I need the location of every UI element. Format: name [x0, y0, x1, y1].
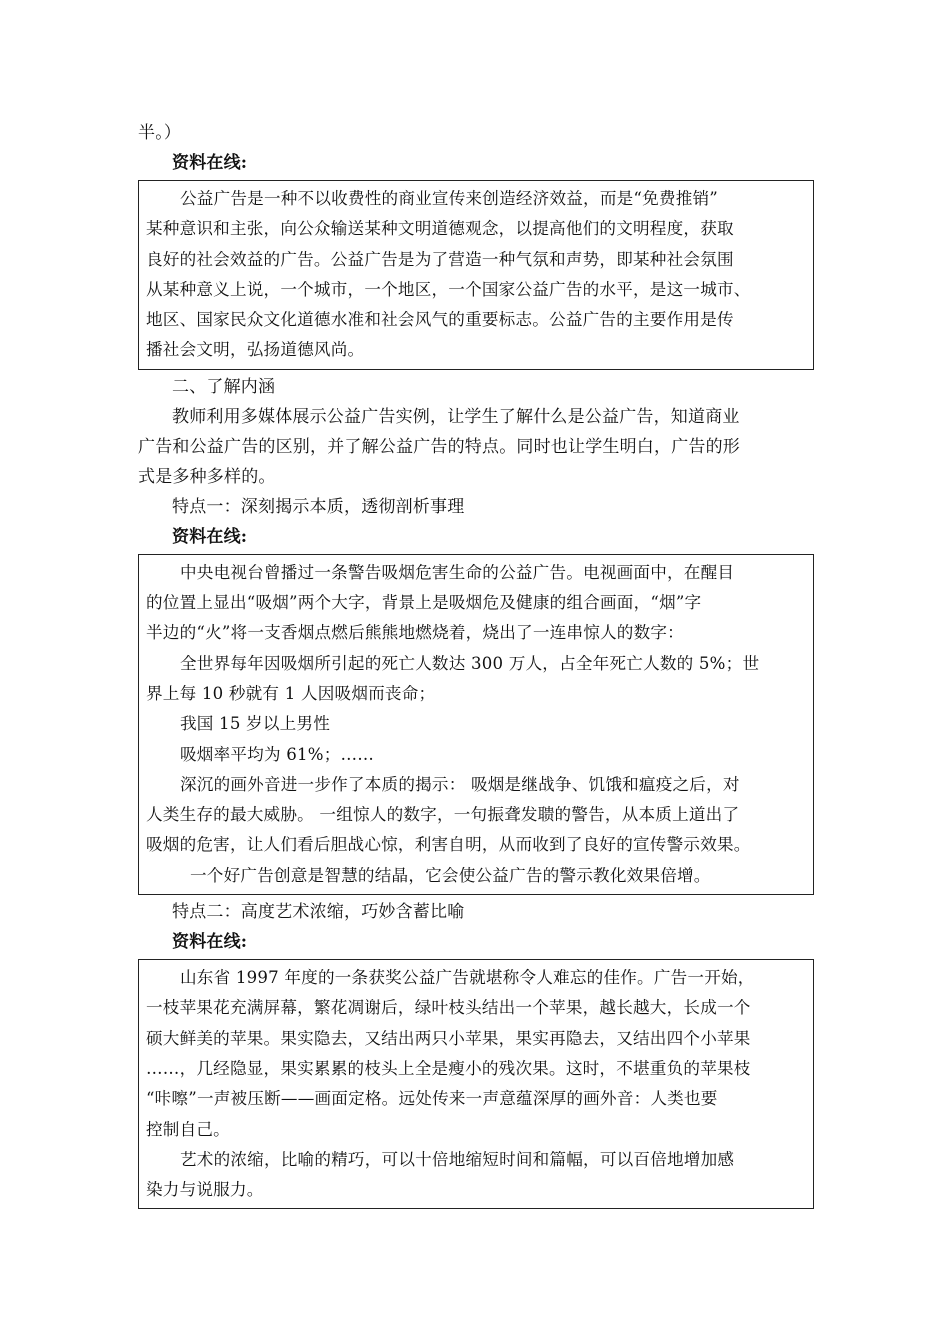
box-line: “咔嚓”一声被压断——画面定格。远处传来一声意蕴深厚的画外音：人类也要 — [146, 1089, 718, 1109]
box-line: 人类生存的最大威胁。 一组惊人的数字，一句振聋发聩的警告，从本质上道出了 — [146, 805, 740, 825]
box-line: 控制自己。 — [146, 1119, 230, 1139]
material-box-public-ad-definition — [138, 180, 814, 370]
feature-two-heading: 特点二：高度艺术浓缩，巧妙含蓄比喻 — [172, 902, 465, 923]
material-box-apple-ad — [138, 959, 814, 1209]
material-online-heading: 资料在线: — [172, 932, 248, 953]
section-heading: 二、了解内涵 — [172, 376, 276, 397]
box-line: ……，几经隐显，果实累累的枝头上全是瘦小的残次果。这时，不堪重负的苹果枝 — [146, 1058, 751, 1078]
box-line: 中央电视台曾播过一条警告吸烟危害生命的公益广告。电视画面中，在醒目 — [180, 562, 735, 582]
box-line: 吸烟率平均为 61%；…… — [180, 744, 375, 764]
material-online-heading: 资料在线: — [172, 153, 248, 173]
box-line: 深沉的画外音进一步作了本质的揭示： 吸烟是继战争、饥饿和瘟疫之后，对 — [180, 774, 740, 794]
box-line: 地区、国家民众文化道德水准和社会风气的重要标志。公益广告的主要作用是传 — [146, 310, 734, 330]
box-line: 良好的社会效益的广告。公益广告是为了营造一种气氛和声势，即某种社会氛围 — [146, 249, 734, 269]
box-line: 一个好广告创意是智慧的结晶，它会使公益广告的警示教化效果倍增。 — [190, 865, 711, 885]
box-line: 吸烟的危害，让人们看后胆战心惊，利害自明，从而收到了良好的宣传警示效果。 — [146, 835, 751, 855]
box-line: 艺术的浓缩，比喻的精巧，可以十倍地缩短时间和篇幅，可以百倍地增加感 — [180, 1149, 735, 1169]
box-line: 某种意识和主张，向公众输送某种文明道德观念，以提高他们的文明程度，获取 — [146, 219, 734, 239]
box-line: 界上每 10 秒就有 1 人因吸烟而丧命； — [146, 683, 436, 703]
box-line: 一枝苹果花充满屏幕，繁花凋谢后，绿叶枝头结出一个苹果，越长越大，长成一个 — [146, 998, 751, 1018]
box-line: 全世界每年因吸烟所引起的死亡人数达 300 万人，占全年死亡人数的 5%；世 — [180, 653, 760, 673]
box-line: 山东省 1997 年度的一条获奖公益广告就堪称令人难忘的佳作。广告一开始， — [180, 968, 755, 988]
box-line: 播社会文明，弘扬道德风尚。 — [146, 340, 365, 360]
material-box-smoking-ad — [138, 554, 814, 895]
box-line: 染力与说服力。 — [146, 1180, 264, 1200]
feature-one-heading: 特点一：深刻揭示本质，透彻剖析事理 — [172, 496, 465, 517]
paragraph-line: 式是多种多样的。 — [138, 466, 276, 487]
box-line: 半边的“火”将一支香烟点燃后熊熊地燃烧着，烧出了一连串惊人的数字： — [146, 623, 684, 643]
box-line: 我国 15 岁以上男性 — [180, 714, 331, 734]
box-line: 的位置上显出“吸烟”两个大字，背景上是吸烟危及健康的组合画面，“烟”字 — [146, 593, 702, 613]
material-online-heading: 资料在线: — [172, 526, 248, 547]
paragraph-line: 教师利用多媒体展示公益广告实例，让学生了解什么是公益广告，知道商业 — [172, 406, 740, 427]
document-page — [138, 118, 814, 1211]
box-line: 从某种意义上说，一个城市，一个地区，一个国家公益广告的水平，是这一城市、 — [146, 279, 751, 299]
continuation-text: 半。） — [138, 123, 182, 143]
paragraph-line: 广告和公益广告的区别，并了解公益广告的特点。同时也让学生明白，广告的形 — [138, 436, 740, 457]
box-line: 硕大鲜美的苹果。果实隐去，又结出两只小苹果，果实再隐去，又结出四个小苹果 — [146, 1028, 751, 1048]
box-line: 公益广告是一种不以收费性的商业宣传来创造经济效益，而是“免费推销” — [180, 189, 718, 208]
